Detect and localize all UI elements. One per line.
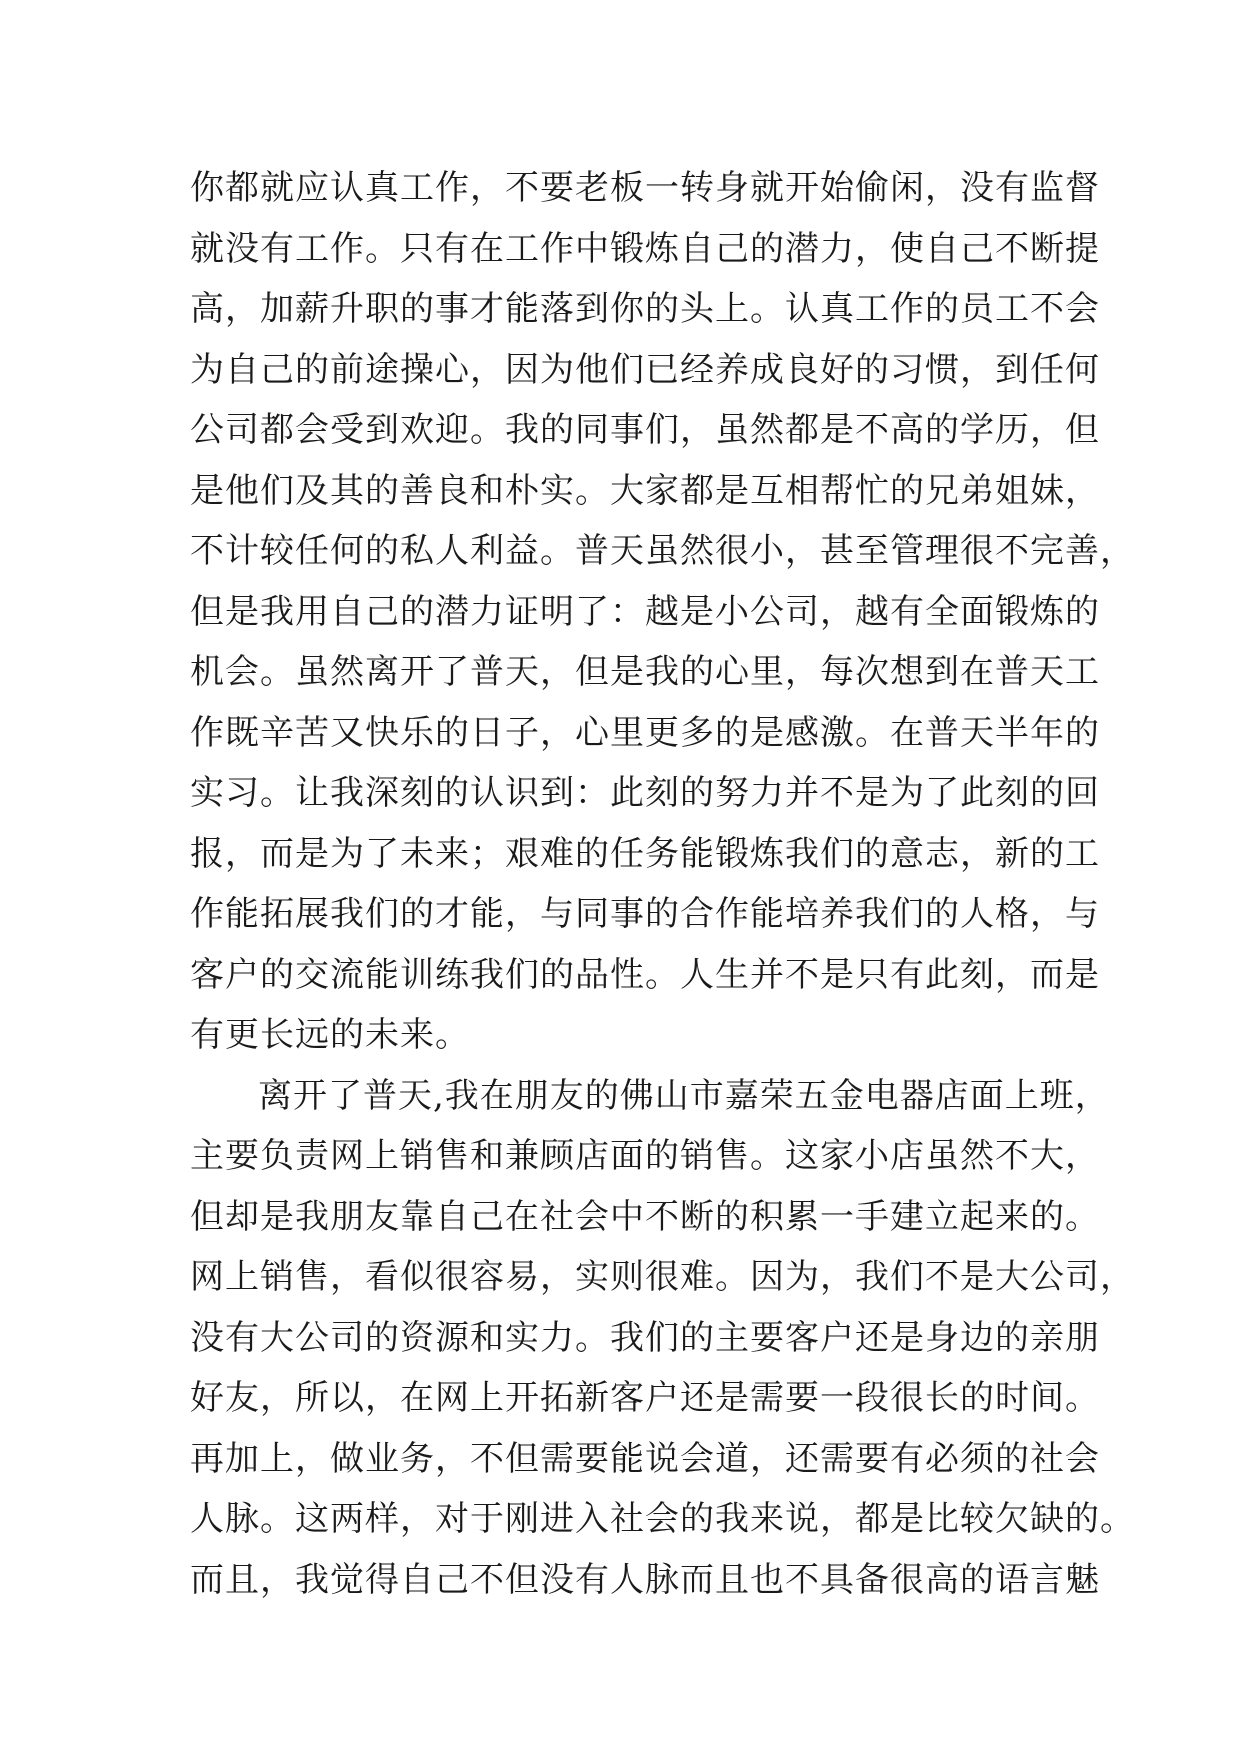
text-line: 离开了普天,我在朋友的佛山市嘉荣五金电器店面上班， xyxy=(258,1075,1110,1116)
text-line: 人脉。这两样，对于刚进入社会的我来说，都是比较欠缺的。 xyxy=(190,1499,1135,1539)
text-line: 机会。虽然离开了普天，但是我的心里，每次想到在普天工 xyxy=(190,652,1100,692)
text-line: 作既辛苦又快乐的日子，心里更多的是感激。在普天半年的 xyxy=(190,712,1100,753)
text-line: 再加上，做业务，不但需要能说会道，还需要有必须的社会 xyxy=(190,1438,1100,1479)
text-line: 而且，我觉得自己不但没有人脉而且也不具备很高的语言魅 xyxy=(190,1559,1100,1600)
paragraph-1 xyxy=(190,158,1135,1066)
text-line: 就没有工作。只有在工作中锻炼自己的潜力，使自己不断提 xyxy=(190,228,1100,269)
text-line: 高，加薪升职的事才能落到你的头上。认真工作的员工不会 xyxy=(190,289,1100,329)
text-line: 报，而是为了未来；艰难的任务能锻炼我们的意志，新的工 xyxy=(190,833,1100,874)
text-line: 好友，所以，在网上开拓新客户还是需要一段很长的时间。 xyxy=(190,1378,1100,1418)
paragraph-2 xyxy=(190,1066,1135,1611)
text-line: 但却是我朋友靠自己在社会中不断的积累一手建立起来的。 xyxy=(190,1196,1100,1237)
text-line: 客户的交流能训练我们的品性。人生并不是只有此刻，而是 xyxy=(190,954,1100,995)
text-line: 你都就应认真工作，不要老板一转身就开始偷闲，没有监督 xyxy=(190,168,1100,208)
body-text xyxy=(190,158,1135,1610)
text-line: 实习。让我深刻的认识到：此刻的努力并不是为了此刻的回 xyxy=(190,773,1100,813)
text-line: 网上销售，看似很容易，实则很难。因为，我们不是大公司， xyxy=(190,1257,1135,1297)
text-line: 但是我用自己的潜力证明了：越是小公司，越有全面锻炼的 xyxy=(190,591,1100,632)
text-line: 没有大公司的资源和实力。我们的主要客户还是身边的亲朋 xyxy=(190,1317,1100,1358)
text-line: 不计较任何的私人利益。普天虽然很小，甚至管理很不完善， xyxy=(190,531,1135,571)
text-line: 作能拓展我们的才能，与同事的合作能培养我们的人格，与 xyxy=(190,894,1100,934)
text-line: 有更长远的未来。 xyxy=(190,1015,470,1055)
text-line: 公司都会受到欢迎。我的同事们，虽然都是不高的学历，但 xyxy=(190,410,1100,450)
text-line: 是他们及其的善良和朴实。大家都是互相帮忙的兄弟姐妹， xyxy=(190,470,1100,511)
text-line: 为自己的前途操心，因为他们已经养成良好的习惯，到任何 xyxy=(190,349,1100,390)
text-line: 主要负责网上销售和兼顾店面的销售。这家小店虽然不大， xyxy=(190,1136,1100,1176)
